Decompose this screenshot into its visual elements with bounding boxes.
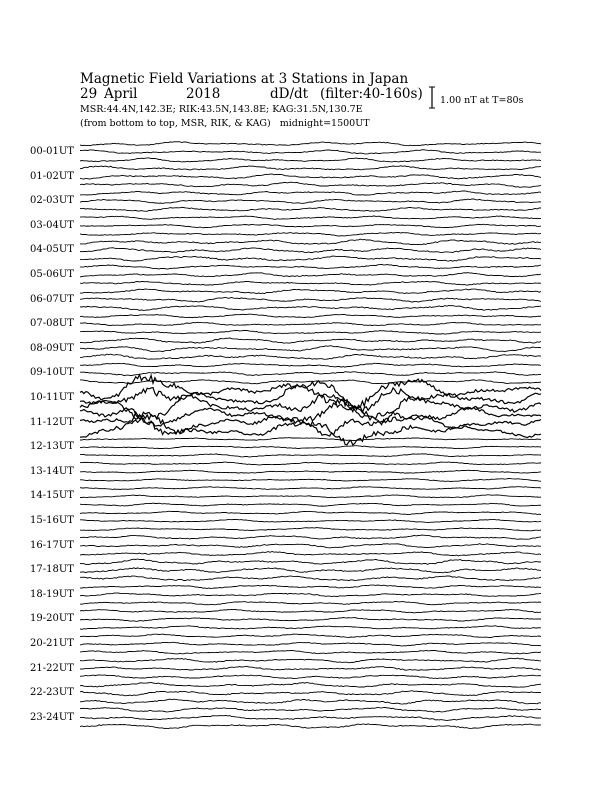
trace-msr bbox=[80, 576, 541, 581]
trace-msr bbox=[80, 528, 541, 531]
trace-msr bbox=[80, 330, 541, 334]
hour-label: 08-09UT bbox=[30, 342, 74, 354]
hour-label: 12-13UT bbox=[30, 441, 74, 453]
hour-label: 15-16UT bbox=[30, 515, 74, 526]
trace-kag bbox=[80, 142, 541, 146]
trace-msr bbox=[80, 503, 541, 506]
station-coordinates: MSR:44.4N,142.3E; RIK:43.5N,143.8E; KAG:31.5N,130.7E bbox=[80, 104, 363, 115]
trace-rik bbox=[80, 174, 541, 179]
filter-label: (filter:40-160s) bbox=[320, 86, 423, 102]
trace-rik bbox=[80, 568, 541, 573]
trace-rik bbox=[80, 150, 541, 154]
trace-rik bbox=[80, 666, 541, 670]
trace-kag bbox=[80, 682, 541, 687]
hour-label: 09-10UT bbox=[30, 367, 74, 379]
trace-msr bbox=[80, 281, 541, 285]
trace-rik bbox=[80, 273, 541, 277]
trace-rik bbox=[80, 642, 541, 646]
trace-kag bbox=[80, 658, 541, 663]
trace-msr bbox=[80, 626, 541, 630]
trace-kag bbox=[80, 707, 541, 712]
hour-label: 17-18UT bbox=[30, 564, 74, 576]
trace-msr bbox=[80, 552, 541, 556]
midnight-note: midnight=1500UT bbox=[279, 118, 370, 129]
trace-rik bbox=[80, 297, 541, 302]
trace-kag bbox=[80, 559, 541, 564]
quantity-label: dD/dt bbox=[270, 86, 309, 102]
hour-label: 23-24UT bbox=[30, 711, 74, 723]
hour-label: 00-01UT bbox=[30, 146, 74, 157]
trace-kag bbox=[80, 289, 541, 294]
hour-label: 11-12UT bbox=[30, 416, 74, 428]
hour-label: 06-07UT bbox=[30, 293, 74, 305]
trace-msr bbox=[80, 306, 541, 311]
hour-label: 05-06UT bbox=[30, 269, 74, 280]
trace-rik bbox=[80, 470, 541, 473]
trace-kag bbox=[80, 487, 541, 490]
trace-rik bbox=[80, 593, 541, 597]
trace-kag bbox=[80, 216, 541, 220]
scale-bar-label: 1.00 nT at T=80s bbox=[440, 95, 524, 106]
trace-kag bbox=[80, 363, 541, 367]
hour-label: 07-08UT bbox=[30, 318, 74, 330]
hour-label: 19-20UT bbox=[30, 613, 74, 625]
trace-kag bbox=[80, 511, 541, 514]
trace-rik bbox=[80, 446, 541, 449]
trace-kag bbox=[80, 609, 541, 613]
hour-label: 13-14UT bbox=[30, 465, 74, 477]
hour-label: 03-04UT bbox=[30, 219, 74, 231]
trace-rik bbox=[80, 544, 541, 548]
trace-rik bbox=[80, 199, 541, 204]
trace-msr bbox=[80, 724, 541, 729]
trace-rik bbox=[80, 519, 541, 522]
trace-kag bbox=[80, 239, 541, 245]
trace-rik bbox=[80, 248, 541, 253]
trace-msr bbox=[80, 479, 541, 482]
date-year: 2018 bbox=[186, 86, 221, 102]
trace-msr bbox=[80, 454, 541, 457]
trace-rik bbox=[80, 346, 541, 352]
hour-label: 16-17UT bbox=[30, 539, 74, 551]
trace-msr bbox=[80, 650, 541, 654]
date-day: 29 bbox=[80, 86, 98, 102]
trace-rik bbox=[80, 618, 541, 622]
trace-rik bbox=[80, 224, 541, 228]
station-order: (from bottom to top, MSR, RIK, & KAG) bbox=[80, 118, 271, 129]
trace-kag bbox=[80, 265, 541, 270]
hour-label: 21-22UT bbox=[30, 662, 74, 674]
trace-msr bbox=[80, 158, 541, 162]
trace-msr bbox=[80, 182, 541, 187]
trace-rik bbox=[80, 495, 541, 498]
trace-msr bbox=[80, 233, 541, 237]
trace-msr bbox=[80, 354, 541, 359]
trace-msr bbox=[80, 207, 541, 211]
trace-kag bbox=[80, 191, 541, 195]
trace-rik bbox=[80, 322, 541, 325]
date-month: April bbox=[104, 86, 138, 102]
trace-kag bbox=[80, 438, 541, 441]
trace-kag bbox=[80, 166, 541, 170]
trace-msr bbox=[80, 256, 541, 261]
trace-kag bbox=[80, 338, 541, 343]
trace-kag bbox=[80, 314, 541, 318]
trace-kag bbox=[80, 462, 541, 465]
hour-label: 10-11UT bbox=[30, 392, 74, 403]
hour-label: 14-15UT bbox=[30, 490, 74, 502]
trace-kag bbox=[80, 585, 541, 589]
hour-label: 18-19UT bbox=[30, 588, 74, 600]
trace-msr bbox=[80, 602, 541, 605]
hour-label: 20-21UT bbox=[30, 638, 74, 649]
hour-label: 02-03UT bbox=[30, 195, 74, 207]
chart-title: Magnetic Field Variations at 3 Stations in Japan bbox=[80, 71, 409, 87]
trace-msr bbox=[80, 675, 541, 679]
trace-msr bbox=[80, 699, 541, 704]
trace-rik bbox=[80, 715, 541, 720]
hour-label: 01-02UT bbox=[30, 170, 74, 182]
trace-rik bbox=[80, 372, 541, 376]
hour-label: 22-23UT bbox=[30, 687, 74, 699]
hour-label: 04-05UT bbox=[30, 244, 74, 256]
trace-kag bbox=[80, 535, 541, 539]
trace-rik bbox=[80, 691, 541, 696]
trace-kag bbox=[80, 634, 541, 638]
